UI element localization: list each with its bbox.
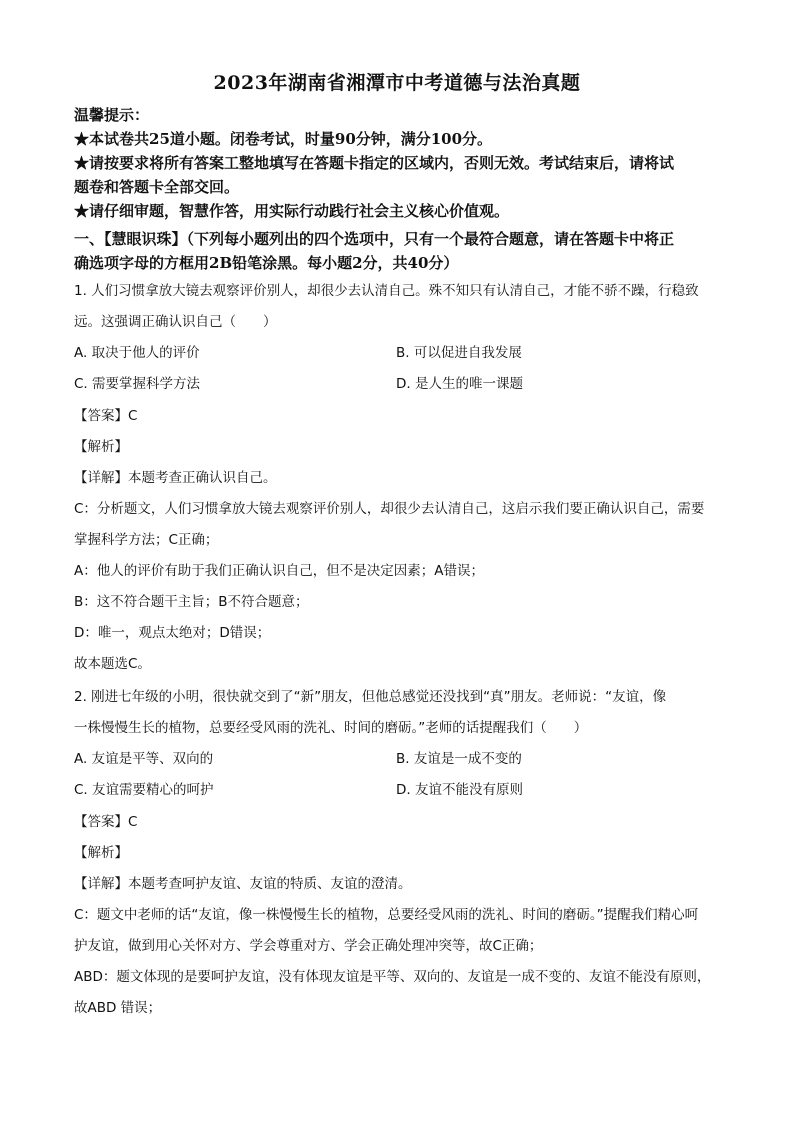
q2-option-c: C. 友谊需要精心的呵护 bbox=[74, 782, 214, 798]
q1-analysis-label: 【解析】 bbox=[74, 439, 128, 455]
notice-line-2b: 题卷和答题卡全部交回。 bbox=[74, 178, 240, 196]
q2-explanation-c-line-2: 护友谊，做到用心关怀对方、学会尊重对方、学会正确处理冲突等，故C正确； bbox=[74, 938, 543, 954]
section-heading-line-2: 确选项字母的方框用2B铅笔涂黑。每小题2分，共40分） bbox=[74, 254, 459, 272]
q1-stem-line-2: 远。这强调正确认识自己（ ） bbox=[74, 314, 277, 330]
q1-explanation-b: B：这不符合题干主旨；B不符合题意； bbox=[74, 594, 309, 610]
q2-detail: 【详解】本题考查呵护友谊、友谊的特质、友谊的澄清。 bbox=[74, 876, 412, 892]
notice-heading: 温馨提示： bbox=[74, 106, 150, 124]
q1-option-a: A. 取决于他人的评价 bbox=[74, 345, 200, 361]
q1-option-b: B. 可以促进自我发展 bbox=[396, 345, 522, 361]
q2-stem-line-1: 2. 刚进七年级的小明，很快就交到了“新”朋友，但他总感觉还没找到“真”朋友。老师说：“友谊，像 bbox=[74, 689, 667, 705]
q2-option-b: B. 友谊是一成不变的 bbox=[396, 751, 522, 767]
q1-explanation-c-line-2: 掌握科学方法；C正确； bbox=[74, 532, 219, 548]
q1-answer: 【答案】C bbox=[74, 408, 138, 424]
q1-option-d: D. 是人生的唯一课题 bbox=[396, 376, 523, 392]
q2-explanation-abd-line-2: 故ABD 错误； bbox=[74, 1000, 162, 1016]
q2-option-a: A. 友谊是平等、双向的 bbox=[74, 751, 214, 767]
notice-line-3: ★请仔细审题，智慧作答，用实际行动践行社会主义核心价值观。 bbox=[74, 202, 510, 220]
q1-detail: 【详解】本题考查正确认识自己。 bbox=[74, 470, 277, 486]
q1-stem-line-1: 1. 人们习惯拿放大镜去观察评价别人，却很少去认清自己。殊不知只有认清自己，才能不骄不躁，行稳致 bbox=[74, 283, 699, 299]
q2-explanation-abd-line-1: ABD：题文体现的是要呵护友谊，没有体现友谊是平等、双向的、友谊是一成不变的、友谊不能没有原则， bbox=[74, 969, 711, 985]
q2-answer: 【答案】C bbox=[74, 814, 138, 830]
q1-explanation-d: D：唯一，观点太绝对；D错误； bbox=[74, 625, 271, 641]
q1-conclusion: 故本题选C。 bbox=[74, 656, 151, 672]
notice-line-1: ★本试卷共25道小题。闭卷考试，时量90分钟，满分100分。 bbox=[74, 130, 493, 148]
q2-option-d: D. 友谊不能没有原则 bbox=[396, 782, 523, 798]
page-title: 2023年湖南省湘潭市中考道德与法治真题 bbox=[213, 72, 581, 94]
q1-explanation-a: A：他人的评价有助于我们正确认识自己，但不是决定因素；A错误； bbox=[74, 563, 484, 579]
q1-explanation-c-line-1: C：分析题文，人们习惯拿放大镜去观察评价别人，却很少去认清自己，这启示我们要正确认识自己，需要 bbox=[74, 501, 705, 517]
q1-option-c: C. 需要掌握科学方法 bbox=[74, 376, 201, 392]
notice-line-2a: ★请按要求将所有答案工整地填写在答题卡指定的区域内，否则无效。考试结束后，请将试 bbox=[74, 154, 675, 172]
section-heading-line-1: 一、【慧眼识珠】（下列每小题列出的四个选项中，只有一个最符合题意，请在答题卡中将正 bbox=[74, 230, 675, 248]
q2-stem-line-2: 一株慢慢生长的植物，总要经受风雨的洗礼、时间的磨砺。”老师的话提醒我们（ ） bbox=[74, 720, 588, 736]
q2-explanation-c-line-1: C：题文中老师的话“友谊，像一株慢慢生长的植物，总要经受风雨的洗礼、时间的磨砺。”提醒我们精心呵 bbox=[74, 907, 699, 923]
q2-analysis-label: 【解析】 bbox=[74, 845, 128, 861]
